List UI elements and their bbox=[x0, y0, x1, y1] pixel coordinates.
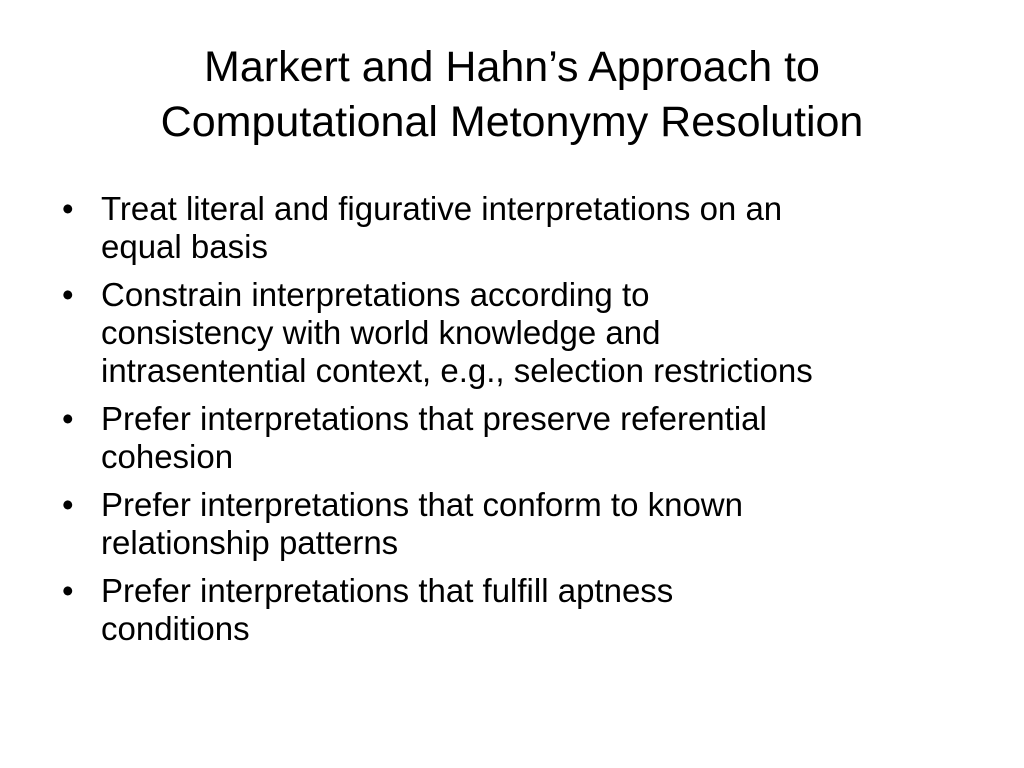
slide-title bbox=[40, 40, 984, 150]
bullet-text-line: intrasentential context, e.g., selection restrictions bbox=[101, 352, 813, 389]
bullet-marker: • bbox=[62, 572, 74, 609]
bullet-text-line: Constrain interpretations according to bbox=[101, 276, 650, 313]
bullet-item-equal-basis bbox=[56, 190, 976, 266]
bullet-marker: • bbox=[62, 400, 74, 437]
bullet-marker: • bbox=[62, 190, 74, 227]
bullet-text-line: equal basis bbox=[101, 228, 268, 265]
bullet-text-line: Prefer interpretations that fulfill aptness bbox=[101, 572, 674, 609]
bullet-text-line: Treat literal and figurative interpretations on an bbox=[101, 190, 783, 227]
bullet-text-line: cohesion bbox=[101, 438, 234, 475]
bullet-list bbox=[56, 190, 976, 658]
bullet-text-line: conditions bbox=[101, 610, 250, 647]
bullet-marker: • bbox=[62, 276, 74, 313]
bullet-item-aptness-conditions bbox=[56, 572, 976, 648]
bullet-text-line: Prefer interpretations that preserve referential bbox=[101, 400, 767, 437]
bullet-item-constrain-interpretations bbox=[56, 276, 976, 390]
bullet-item-relationship-patterns bbox=[56, 486, 976, 562]
bullet-marker: • bbox=[62, 486, 74, 523]
slide-title-line: Computational Metonymy Resolution bbox=[160, 98, 864, 146]
bullet-text-line: consistency with world knowledge and bbox=[101, 314, 661, 351]
bullet-text-line: Prefer interpretations that conform to known bbox=[101, 486, 743, 523]
slide-title-line: Markert and Hahn’s Approach to bbox=[204, 43, 820, 91]
bullet-item-referential-cohesion bbox=[56, 400, 976, 476]
bullet-text-line: relationship patterns bbox=[101, 524, 399, 561]
